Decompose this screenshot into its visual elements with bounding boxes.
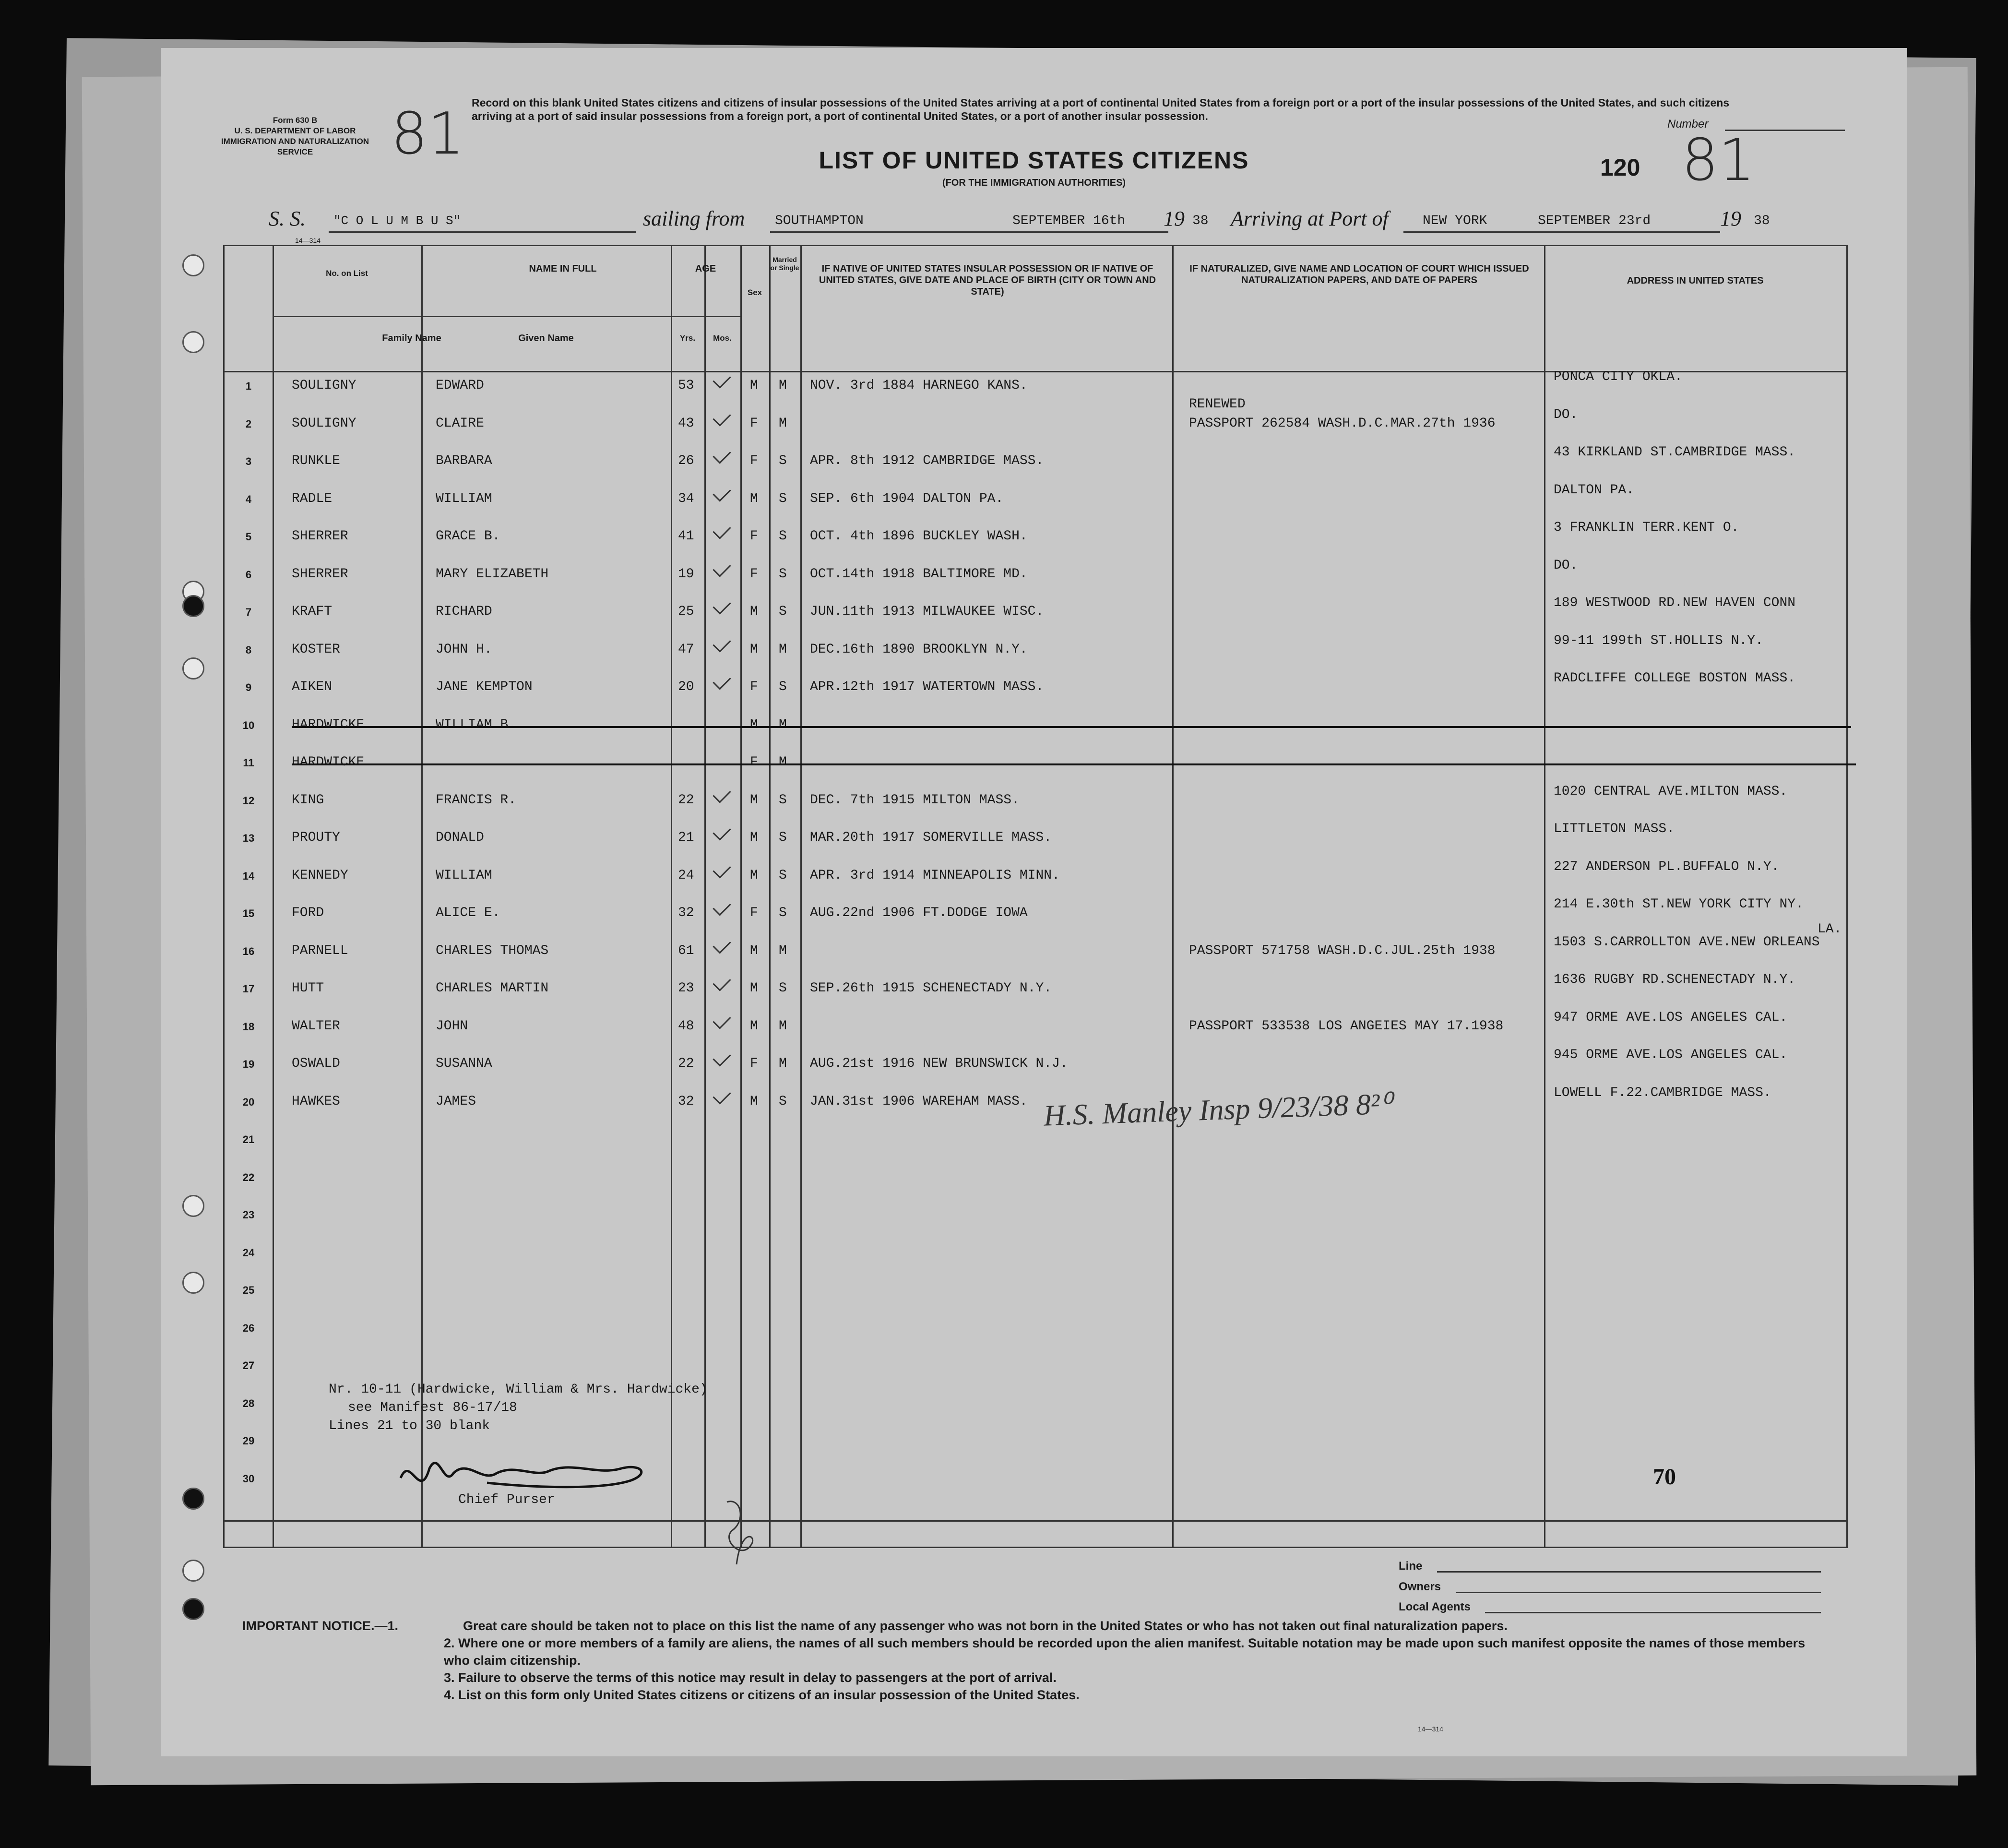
sail-date: SEPTEMBER 16th	[1012, 214, 1126, 228]
department: U. S. DEPARTMENT OF LABOR	[234, 126, 356, 135]
inspector-note: H.S. Manley Insp 9/23/38 8²⁰	[1043, 1087, 1392, 1133]
check-mark-icon	[713, 483, 731, 501]
marital-status: S	[779, 981, 787, 996]
birth-info: SEP.26th 1915 SCHENECTADY N.Y.	[810, 981, 1052, 996]
marital-status: S	[779, 792, 787, 808]
family-name: SHERRER	[292, 566, 348, 582]
birth-info: DEC.16th 1890 BROOKLYN N.Y.	[810, 642, 1028, 657]
row-number: 16	[242, 945, 255, 957]
sex: M	[750, 943, 758, 958]
family-name: PROUTY	[292, 830, 340, 845]
row-number: 4	[245, 493, 252, 505]
sex: F	[750, 566, 758, 582]
column-line	[1544, 246, 1545, 1547]
row-number: 26	[242, 1322, 255, 1334]
address: 99-11 199th ST.HOLLIS N.Y.	[1554, 633, 1763, 648]
birth-info: APR. 8th 1912 CAMBRIDGE MASS.	[810, 453, 1044, 468]
family-name: KING	[292, 792, 324, 808]
punch-hole	[182, 1560, 204, 1582]
owners-field	[1456, 1592, 1821, 1593]
arriving-label: Arriving at Port of	[1231, 207, 1389, 230]
check-mark-icon	[713, 1086, 731, 1104]
row-number: 11	[243, 757, 254, 769]
family-name: KENNEDY	[292, 868, 348, 883]
page-subtitle: (FOR THE IMMIGRATION AUTHORITIES)	[942, 178, 1126, 188]
given-name: WILLIAM	[436, 491, 492, 506]
row-number: 7	[245, 606, 252, 618]
sailing-label: sailing from	[643, 207, 745, 230]
footer-line	[225, 1520, 1846, 1522]
family-name: RADLE	[292, 491, 333, 506]
page-title: LIST OF UNITED STATES CITIZENS	[819, 147, 1249, 174]
age-years: 22	[678, 1056, 694, 1071]
address: LITTLETON MASS.	[1554, 822, 1675, 836]
age-years: 43	[678, 416, 694, 431]
line-field	[1437, 1571, 1821, 1573]
page-mark: 120	[1600, 154, 1640, 181]
sex: M	[750, 830, 758, 845]
departure-port: SOUTHAMPTON	[775, 214, 864, 228]
sex: F	[750, 1056, 758, 1071]
year-prefix: 19	[1720, 207, 1741, 230]
age-years: 47	[678, 642, 694, 657]
print-code: 14—314	[1418, 1725, 1443, 1733]
naturalization-info: PASSPORT 533538 LOS ANGEIES MAY 17.1938	[1189, 1018, 1504, 1034]
address-suffix: LA.	[1818, 921, 1842, 937]
birth-info: AUG.21st 1916 NEW BRUNSWICK N.J.	[810, 1056, 1068, 1071]
row-number: 30	[242, 1472, 255, 1485]
row-number: 12	[242, 794, 255, 807]
row-number: 10	[242, 719, 255, 731]
given-name: DONALD	[436, 830, 484, 845]
arrival-year: 38	[1754, 214, 1770, 228]
punch-hole	[182, 657, 204, 680]
punch-hole	[182, 1488, 204, 1510]
row-number: 14	[242, 870, 255, 882]
given-name: SUSANNA	[436, 1056, 492, 1071]
naturalization-info: PASSPORT 571758 WASH.D.C.JUL.25th 1938	[1189, 943, 1496, 958]
family-name: SOULIGNY	[292, 416, 356, 431]
check-mark-icon	[713, 860, 731, 878]
family-name: HARDWICKE	[292, 717, 365, 732]
marital-status: M	[779, 1056, 787, 1071]
naturalization-info: PASSPORT 262584 WASH.D.C.MAR.27th 1936	[1189, 416, 1496, 431]
family-name: RUNKLE	[292, 453, 340, 468]
age-years: 32	[678, 1094, 694, 1109]
address: DALTON PA.	[1554, 482, 1635, 498]
address: 947 ORME AVE.LOS ANGELES CAL.	[1554, 1010, 1788, 1025]
check-mark-icon	[713, 671, 731, 690]
birth-info: MAR.20th 1917 SOMERVILLE MASS.	[810, 830, 1052, 845]
local-agents-field	[1485, 1612, 1821, 1613]
age-years: 24	[678, 868, 694, 883]
marital-status: S	[779, 906, 787, 920]
row-number: 29	[242, 1435, 255, 1447]
marital-status: M	[779, 943, 787, 958]
row-number: 6	[245, 568, 252, 581]
birth-info: AUG.22nd 1906 FT.DODGE IOWA	[810, 906, 1028, 920]
given-name: JOHN H.	[436, 642, 492, 657]
column-line	[740, 246, 742, 1547]
birth-info: JAN.31st 1906 WAREHAM MASS.	[810, 1094, 1028, 1109]
check-mark-icon	[713, 408, 731, 426]
marital-status: M	[779, 1018, 787, 1034]
address: 3 FRANKLIN TERR.KENT O.	[1554, 520, 1739, 535]
family-name: AIKEN	[292, 680, 333, 694]
notice-title: IMPORTANT NOTICE.—1.	[242, 1619, 399, 1633]
notice-item-3: 3. Failure to observe the terms of this notice may result in delay to passengers at the port of arrival.	[444, 1670, 1057, 1685]
header-name-in-full: NAME IN FULL	[529, 263, 597, 274]
header-sex: Sex	[747, 288, 762, 297]
column-line	[671, 246, 672, 1547]
row-number: 15	[242, 907, 255, 919]
sex: F	[750, 755, 758, 770]
birth-info: APR.12th 1917 WATERTOWN MASS.	[810, 680, 1044, 694]
given-name: WILLIAM B.	[436, 717, 517, 732]
local-agents-label: Local Agents	[1399, 1600, 1471, 1613]
address: 1020 CENTRAL AVE.MILTON MASS.	[1554, 784, 1788, 799]
marital-status: M	[779, 642, 787, 657]
family-name: OSWALD	[292, 1056, 340, 1071]
manifest-page	[161, 48, 1907, 1756]
row-number: 2	[245, 417, 252, 430]
check-mark-icon	[713, 935, 731, 954]
given-name: MARY ELIZABETH	[436, 566, 549, 582]
marital-status: S	[779, 868, 787, 883]
list-number-left: 81	[391, 101, 464, 167]
row-number: 8	[245, 644, 252, 656]
column-line	[273, 246, 274, 1547]
address: 945 ORME AVE.LOS ANGELES CAL.	[1554, 1048, 1788, 1062]
given-name: JOHN	[436, 1018, 468, 1034]
address: DO.	[1554, 407, 1578, 422]
sex: M	[750, 1018, 758, 1034]
given-name: JAMES	[436, 1094, 476, 1109]
age-years: 26	[678, 453, 694, 468]
header-naturalized: IF NATURALIZED, GIVE NAME AND LOCATION OF COURT WHICH ISSUED NATURALIZATION PAPERS, AND DATE OF PAPERS	[1189, 263, 1529, 286]
punch-hole	[182, 1195, 204, 1217]
family-name: SHERRER	[292, 529, 348, 544]
sex: M	[750, 981, 758, 996]
header-birth: IF NATIVE OF UNITED STATES INSULAR POSSESSION OR IF NATIVE OF UNITED STATES, GIVE DATE AND PLACE OF BIRTH (CITY OR TOWN AND STATE)	[819, 263, 1156, 297]
print-code: 14—314	[295, 237, 321, 244]
row-number: 9	[245, 681, 252, 693]
given-name: CLAIRE	[436, 416, 484, 431]
given-name: FRANCIS R.	[436, 792, 517, 808]
row-number: 25	[242, 1284, 255, 1296]
family-name: HARDWICKE	[292, 755, 365, 770]
marital-status: S	[779, 529, 787, 544]
row-number: 21	[242, 1133, 255, 1145]
arrival-port: NEW YORK	[1423, 214, 1487, 228]
age-years: 21	[678, 830, 694, 845]
row-number: 13	[242, 832, 255, 844]
age-years: 61	[678, 943, 694, 958]
marital-status: S	[779, 491, 787, 506]
sex: M	[750, 604, 758, 619]
family-name: KOSTER	[292, 642, 340, 657]
punch-hole	[182, 254, 204, 276]
number-label: Number	[1667, 118, 1709, 131]
notice-item-1: Great care should be taken not to place on this list the name of any passenger who was not born in the United States or who has not taken out final naturalization papers.	[463, 1619, 1508, 1633]
notice-item-2: 2. Where one or more members of a family are aliens, the names of all such members should be recorded upon the alien manifest. Suitable notation may be made upon such manifest opposite the names of those members who claim citizenship.	[444, 1636, 1806, 1668]
row-number: 24	[242, 1246, 255, 1259]
check-mark-icon	[713, 897, 731, 916]
address: 227 ANDERSON PL.BUFFALO N.Y.	[1554, 859, 1780, 874]
age-years: 34	[678, 491, 694, 506]
sex: M	[750, 792, 758, 808]
birth-info: APR. 3rd 1914 MINNEAPOLIS MINN.	[810, 868, 1060, 883]
line-label: Line	[1399, 1560, 1423, 1573]
marital-status: S	[779, 604, 787, 619]
sex: F	[750, 453, 758, 468]
address: 43 KIRKLAND ST.CAMBRIDGE MASS.	[1554, 445, 1796, 460]
sex: M	[750, 491, 758, 506]
age-years: 19	[678, 566, 694, 582]
header-address: ADDRESS IN UNITED STATES	[1627, 275, 1764, 286]
service: IMMIGRATION AND NATURALIZATION SERVICE	[221, 137, 369, 156]
address: PONCA CITY OKLA.	[1554, 370, 1683, 384]
annotation-line-3: Lines 21 to 30 blank	[329, 1419, 490, 1433]
age-years: 48	[678, 1018, 694, 1034]
year-prefix: 19	[1164, 207, 1185, 230]
sex: F	[750, 680, 758, 694]
header-no: No. on List	[326, 269, 368, 278]
family-name: FORD	[292, 906, 324, 920]
strike-through-line	[292, 763, 1856, 765]
punch-hole	[182, 1598, 204, 1620]
age-years: 23	[678, 981, 694, 996]
address: 214 E.30th ST.NEW YORK CITY NY.	[1554, 897, 1804, 912]
column-line	[1172, 246, 1174, 1547]
row-number: 3	[245, 455, 252, 467]
given-name: BARBARA	[436, 453, 492, 468]
birth-info: OCT. 4th 1896 BUCKLEY WASH.	[810, 529, 1028, 544]
age-years: 20	[678, 680, 694, 694]
row-number: 28	[242, 1397, 255, 1409]
birth-info: OCT.14th 1918 BALTIMORE MD.	[810, 566, 1028, 582]
sex: M	[750, 717, 758, 732]
family-name: HAWKES	[292, 1094, 340, 1109]
row-number: 17	[242, 983, 255, 995]
check-mark-icon	[713, 634, 731, 652]
annotation-line-1: Nr. 10-11 (Hardwicke, William & Mrs. Hardwicke)	[329, 1382, 708, 1397]
check-mark-icon	[713, 822, 731, 840]
check-mark-icon	[713, 559, 731, 577]
owners-label: Owners	[1399, 1580, 1441, 1593]
marital-status: M	[779, 378, 787, 393]
address: 1636 RUGBY RD.SCHENECTADY N.Y.	[1554, 972, 1796, 987]
header-family: Family Name	[382, 333, 441, 344]
header-yrs: Yrs.	[679, 334, 696, 343]
family-name: HUTT	[292, 981, 324, 996]
sex: M	[750, 868, 758, 883]
initials-mark	[713, 1492, 765, 1574]
family-name: SOULIGNY	[292, 378, 356, 393]
address: RADCLIFFE COLLEGE BOSTON MASS.	[1554, 671, 1796, 686]
intro-text: Record on this blank United States citizens and citizens of insular possessions of the United States arriving at a port of continental United States from a foreign port or a port of the insular possessions of the United States, and such citizens arriving at a port of said insular possessions from a foreign port, a port of continental United States, or a port of another insular possession.	[472, 96, 1730, 122]
given-name: WILLIAM	[436, 868, 492, 883]
family-name: PARNELL	[292, 943, 348, 958]
given-name: ALICE E.	[436, 906, 500, 920]
signature-title: Chief Purser	[458, 1492, 555, 1507]
underline	[329, 231, 636, 233]
check-mark-icon	[713, 785, 731, 803]
column-line	[421, 246, 423, 1547]
birth-info: SEP. 6th 1904 DALTON PA.	[810, 491, 1004, 506]
underline	[1403, 231, 1720, 233]
header-age: AGE	[695, 263, 716, 274]
notice-item-4: 4. List on this form only United States citizens or citizens of an insular possession of the United States.	[444, 1688, 1080, 1702]
form-number: Form 630 B	[273, 116, 318, 125]
age-years: 22	[678, 792, 694, 808]
marital-status: M	[779, 717, 787, 732]
strike-through-line	[292, 726, 1851, 728]
row-number: 18	[242, 1020, 255, 1033]
header-married: Married or Single	[770, 256, 799, 272]
given-name: EDWARD	[436, 378, 484, 393]
annotation-line-2: see Manifest 86-17/18	[348, 1400, 517, 1415]
punch-hole	[182, 1272, 204, 1294]
row-number: 19	[242, 1058, 255, 1070]
marital-status: S	[779, 453, 787, 468]
given-name: GRACE B.	[436, 529, 500, 544]
age-years: 53	[678, 378, 694, 393]
given-name: CHARLES MARTIN	[436, 981, 549, 996]
check-mark-icon	[713, 973, 731, 991]
column-line	[769, 246, 771, 1547]
renewed-label: RENEWED	[1189, 396, 1246, 412]
given-name: CHARLES THOMAS	[436, 943, 549, 958]
family-name: KRAFT	[292, 604, 333, 619]
sex: F	[750, 906, 758, 920]
column-line	[800, 246, 802, 1547]
punch-hole	[182, 331, 204, 353]
sail-year: 38	[1192, 214, 1209, 228]
marital-status: S	[779, 1094, 787, 1109]
sex: M	[750, 378, 758, 393]
check-mark-icon	[713, 370, 731, 388]
marital-status: S	[779, 830, 787, 845]
sex: M	[750, 642, 758, 657]
sex: F	[750, 529, 758, 544]
sex: M	[750, 1094, 758, 1109]
family-name: WALTER	[292, 1018, 340, 1034]
row-number: 22	[242, 1171, 255, 1183]
check-mark-icon	[713, 1048, 731, 1066]
age-years: 25	[678, 604, 694, 619]
address: LOWELL F.22.CAMBRIDGE MASS.	[1554, 1085, 1771, 1100]
marital-status: M	[779, 755, 787, 770]
check-mark-icon	[713, 596, 731, 614]
voyage-line	[161, 206, 1907, 235]
marital-status: M	[779, 416, 787, 431]
sex: F	[750, 416, 758, 431]
row-number: 20	[242, 1096, 255, 1108]
marital-status: S	[779, 680, 787, 694]
row-number: 27	[242, 1359, 255, 1371]
column-line	[704, 246, 706, 1547]
birth-info: DEC. 7th 1915 MILTON MASS.	[810, 792, 1020, 808]
address: 189 WESTWOOD RD.NEW HAVEN CONN	[1554, 596, 1796, 610]
underline	[770, 231, 1168, 233]
age-years: 32	[678, 906, 694, 920]
ship-name: "C O L U M B U S"	[333, 214, 461, 228]
address: DO.	[1554, 558, 1578, 573]
header-line	[273, 316, 740, 317]
header-given: Given Name	[518, 333, 574, 344]
header-mos: Mos.	[713, 334, 732, 343]
birth-info: NOV. 3rd 1884 HARNEGO KANS.	[810, 378, 1028, 393]
check-mark-icon	[713, 445, 731, 464]
page-total: 70	[1653, 1464, 1676, 1490]
given-name: JANE KEMPTON	[436, 680, 533, 694]
row-number: 23	[242, 1209, 255, 1221]
check-mark-icon	[713, 1011, 731, 1029]
birth-info: JUN.11th 1913 MILWAUKEE WISC.	[810, 604, 1044, 619]
row-number: 5	[245, 531, 252, 543]
row-number: 1	[245, 380, 252, 392]
marital-status: S	[779, 566, 787, 582]
given-name: RICHARD	[436, 604, 492, 619]
ss-label: S. S.	[269, 207, 306, 230]
citizen-table	[223, 245, 1848, 1548]
arrival-date: SEPTEMBER 23rd	[1538, 214, 1651, 228]
punch-hole	[182, 595, 204, 617]
address: 1503 S.CARROLLTON AVE.NEW ORLEANS	[1554, 934, 1820, 950]
age-years: 41	[678, 529, 694, 544]
list-number-right: 81	[1682, 127, 1755, 194]
check-mark-icon	[713, 521, 731, 539]
